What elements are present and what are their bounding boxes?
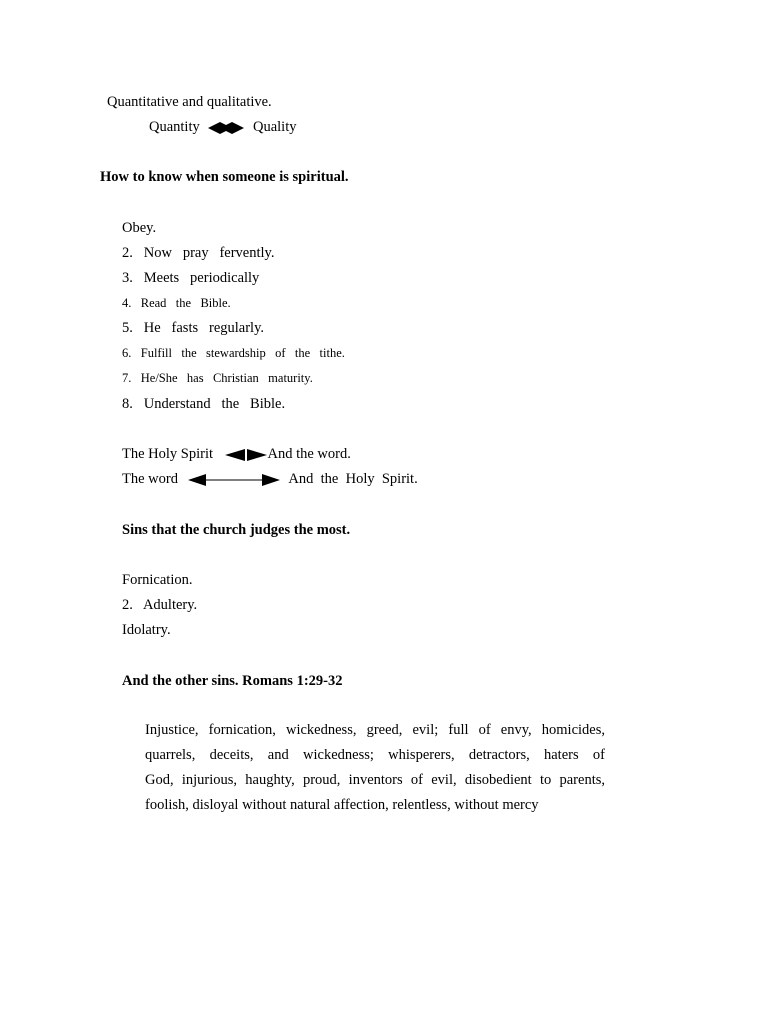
other-sins-title: And the other sins. Romans 1:29-32 [122, 673, 343, 689]
relation-left: The word [122, 471, 178, 487]
romans-paragraph [145, 718, 605, 818]
sins-title: Sins that the church judges the most. [122, 522, 351, 538]
paragraph-line: Injustice, fornication, wickedness, greed, evil; full of envy, homicides, [145, 722, 605, 738]
quantity-label: Quantity [149, 119, 200, 135]
list-item: 4. Read the Bible. [122, 296, 231, 310]
list-item: 5. He fasts regularly. [122, 320, 265, 336]
list-item: 6. Fulfill the stewardship of the tithe. [122, 346, 345, 360]
paragraph-line: quarrels, deceits, and wickedness; whisperers, detractors, haters of [145, 747, 605, 763]
relation-line-1 [122, 445, 351, 463]
list-item: 8. Understand the Bible. [122, 396, 286, 412]
list-item: Obey. [122, 220, 157, 236]
paragraph-line: foolish, disloyal without natural affection, relentless, without mercy [145, 797, 539, 813]
list-item: 3. Meets periodically [122, 270, 260, 286]
double-arrow-icon [188, 473, 280, 487]
quantity-quality-row [149, 118, 297, 136]
quality-label: Quality [253, 119, 297, 135]
list-item: 7. He/She has Christian maturity. [122, 371, 313, 385]
list-item: 2. Now pray fervently. [122, 245, 275, 261]
list-item: Idolatry. [122, 622, 171, 638]
double-arrow-icon [225, 448, 267, 462]
list-item: 2. Adultery. [122, 597, 198, 613]
double-arrow-icon [208, 121, 244, 135]
relation-line-2 [122, 470, 418, 488]
intro-heading: Quantitative and qualitative. [107, 94, 272, 110]
spiritual-title: How to know when someone is spiritual. [100, 169, 349, 185]
paragraph-line: God, injurious, haughty, proud, inventors of evil, disobedient to parents, [145, 772, 605, 788]
relation-left: The Holy Spirit [122, 446, 214, 462]
relation-right: And the word. [267, 446, 351, 462]
list-item: Fornication. [122, 572, 193, 588]
relation-right: And the Holy Spirit. [288, 471, 418, 487]
